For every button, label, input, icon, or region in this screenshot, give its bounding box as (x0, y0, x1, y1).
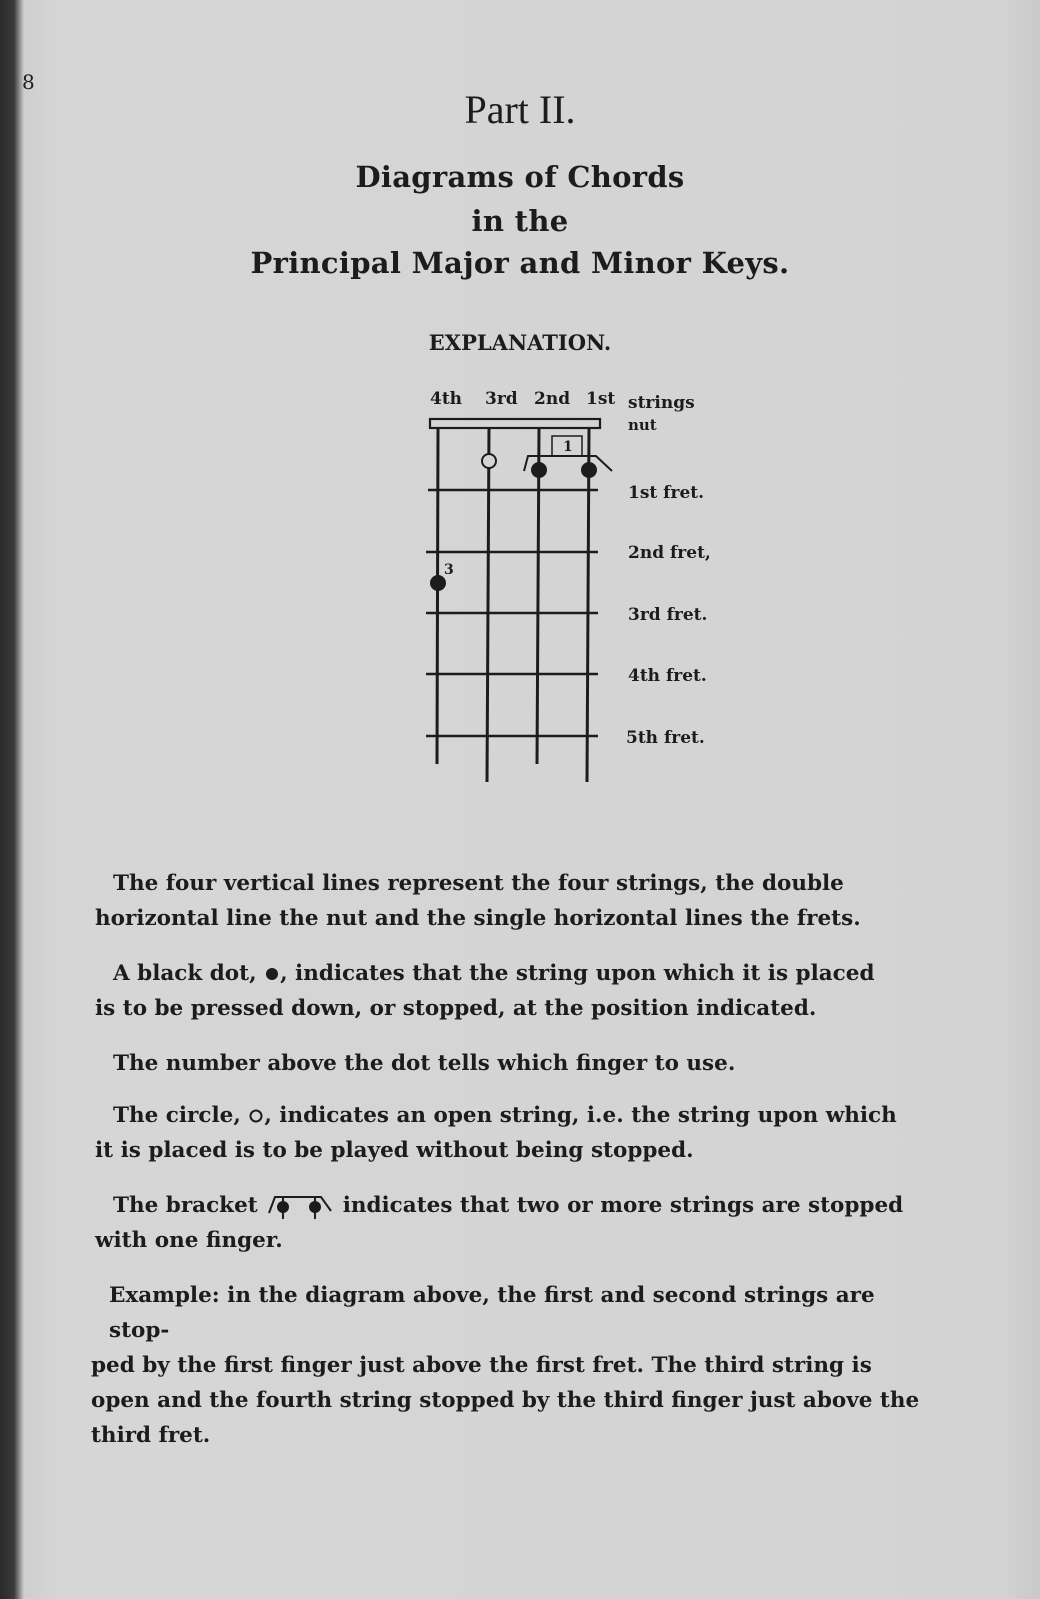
p4-text-b: , indicates an open string, i.e. the string upon which (264, 1103, 897, 1128)
heading-line-1: Diagrams of Chords (355, 160, 685, 194)
p6-line2: ped by the first finger just above the first fret. The third string is (91, 1353, 872, 1378)
string-label-4th: 4th (430, 389, 463, 409)
stopped-dot-2nd-string (531, 462, 547, 478)
p1-line1: The four vertical lines represent the four strings, the double (113, 871, 844, 896)
bracket-finger-number: 1 (563, 439, 573, 455)
heading-line-3: Principal Major and Minor Keys. (250, 246, 790, 280)
p6-line3: open and the fourth string stopped by the third finger just above the (91, 1388, 920, 1413)
paragraph-2 (95, 956, 935, 1026)
p2-text-a: A black dot, (113, 961, 257, 986)
paragraph-4 (95, 1098, 935, 1168)
p5-text-b: indicates that two or more strings are stopped (342, 1193, 904, 1218)
fret-label-5: 5th fret. (626, 728, 705, 748)
paragraph-5 (95, 1188, 935, 1258)
p1-line2: horizontal line the nut and the single horizontal lines the frets. (95, 906, 861, 931)
p2-line2: is to be pressed down, or stopped, at the position indicated. (95, 996, 817, 1021)
paragraph-6 (91, 1278, 933, 1453)
p4-text-a: The circle, (113, 1103, 241, 1128)
stopped-dot-1st-string (581, 462, 597, 478)
chord-diagram (400, 380, 740, 790)
strings-label: strings (628, 393, 695, 413)
string-3rd (487, 428, 489, 782)
paragraph-1 (95, 866, 935, 936)
p2-line1 (95, 956, 935, 991)
p5-line1 (95, 1188, 935, 1223)
open-circle-icon (248, 1108, 264, 1124)
part-title: Part II. (464, 87, 576, 132)
p6-line4: third fret. (91, 1423, 211, 1448)
string-label-3rd: 3rd (485, 389, 518, 409)
string-1st (587, 428, 589, 782)
section-heading: EXPLANATION. (428, 330, 612, 355)
heading-line-2: in the (471, 204, 569, 238)
fret-label-3: 3rd fret. (628, 605, 708, 625)
p5-line2: with one finger. (95, 1228, 283, 1253)
nut-label: nut (628, 416, 657, 434)
fret-label-1: 1st fret. (628, 483, 705, 503)
p4-line1 (95, 1098, 935, 1133)
open-string-circle (482, 454, 496, 468)
paragraph-3: The number above the dot tells which finger to use. (113, 1051, 736, 1076)
string-label-2nd: 2nd (534, 389, 571, 409)
page-number: 8 (22, 70, 35, 94)
string-label-1st: 1st (586, 389, 616, 409)
nut (430, 419, 600, 428)
p5-text-a: The bracket (113, 1193, 258, 1218)
string-2nd (537, 428, 539, 764)
fret-label-2: 2nd fret, (628, 543, 711, 563)
p6-line1: Example: in the diagram above, the first and second strings are stop- (109, 1283, 875, 1343)
black-dot-icon (264, 966, 280, 982)
p2-text-b: , indicates that the string upon which it is placed (280, 961, 875, 986)
stopped-dot-4th-string (430, 575, 446, 591)
fourth-string-finger-number: 3 (444, 562, 454, 578)
bracket-icon (265, 1191, 335, 1221)
p4-line2: it is placed is to be played without being stopped. (95, 1138, 694, 1163)
fret-label-4: 4th fret. (628, 666, 707, 686)
string-4th (437, 428, 438, 764)
